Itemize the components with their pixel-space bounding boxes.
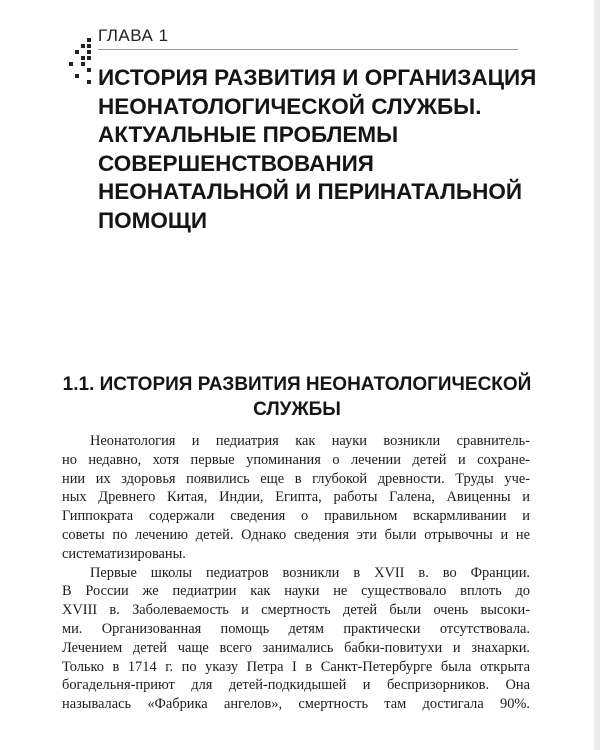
text-line: Неонатология и педиатрия как науки возникли сравнитель- <box>90 433 530 449</box>
text-line: Гиппократа содержали сведения о правильном вскармливании и <box>62 508 530 525</box>
text-line: Только в 1714 г. по указу Петра I в Санкт-Петербурге была открыта <box>62 658 530 675</box>
chapter-label: ГЛАВА 1 <box>98 26 169 45</box>
chapter-title <box>98 64 537 235</box>
text-line: но недавно, хотя первые упоминания о лечении детей и сохране- <box>62 451 530 468</box>
body-text <box>62 432 530 714</box>
paragraph-1 <box>62 432 530 564</box>
chapter-title-line: ИСТОРИЯ РАЗВИТИЯ И ОРГАНИЗАЦИЯ <box>98 65 537 90</box>
chapter-title-line: СОВЕРШЕНСТВОВАНИЯ <box>98 150 374 176</box>
page-edge-shadow <box>594 0 600 750</box>
header-rule <box>98 49 518 50</box>
chapter-title-line: ПОМОЩИ <box>98 207 208 233</box>
text-line: В России же педиатрии как науки не существовало вплоть до <box>62 583 530 600</box>
text-line: нии их здоровья появились еще в глубокой древности. Труды уче- <box>62 470 530 487</box>
decorative-dots <box>54 36 94 96</box>
chapter-title-line: НЕОНАТАЛЬНОЙ И ПЕРИНАТАЛЬНОЙ <box>98 179 523 204</box>
text-line: богадельня-приют для детей-подкидышей и беспризорников. Она <box>62 677 530 694</box>
text-line: Первые школы педиатров возникли в XVII в. во Франции. <box>90 564 530 581</box>
text-line: называлась «Фабрика ангелов», смертность там достигала 90%. <box>62 696 530 713</box>
paragraph-2 <box>62 564 530 714</box>
text-line: систематизированы. <box>62 545 186 562</box>
text-line: ми. Организованная помощь детям практически отсутствовала. <box>62 620 530 637</box>
section-title <box>62 372 532 422</box>
text-line: советы по лечению детей. Однако сведения эти были отрывочны и не <box>62 526 530 543</box>
section-title-line: СЛУЖБЫ <box>253 399 341 420</box>
section-title-line: 1.1. ИСТОРИЯ РАЗВИТИЯ НЕОНАТОЛОГИЧЕСКОЙ <box>62 374 532 395</box>
chapter-title-line: НЕОНАТОЛОГИЧЕСКОЙ СЛУЖБЫ. <box>98 93 482 119</box>
text-line: Лечением детей чаще всего занимались бабки-повитухи и знахарки. <box>62 639 530 656</box>
text-line: XVIII в. Заболеваемость и смертность детей были очень высоки- <box>62 602 530 619</box>
chapter-title-line: АКТУАЛЬНЫЕ ПРОБЛЕМЫ <box>98 122 399 147</box>
text-line: ных Древнего Китая, Индии, Египта, работы Галена, Авиценны и <box>62 489 530 506</box>
